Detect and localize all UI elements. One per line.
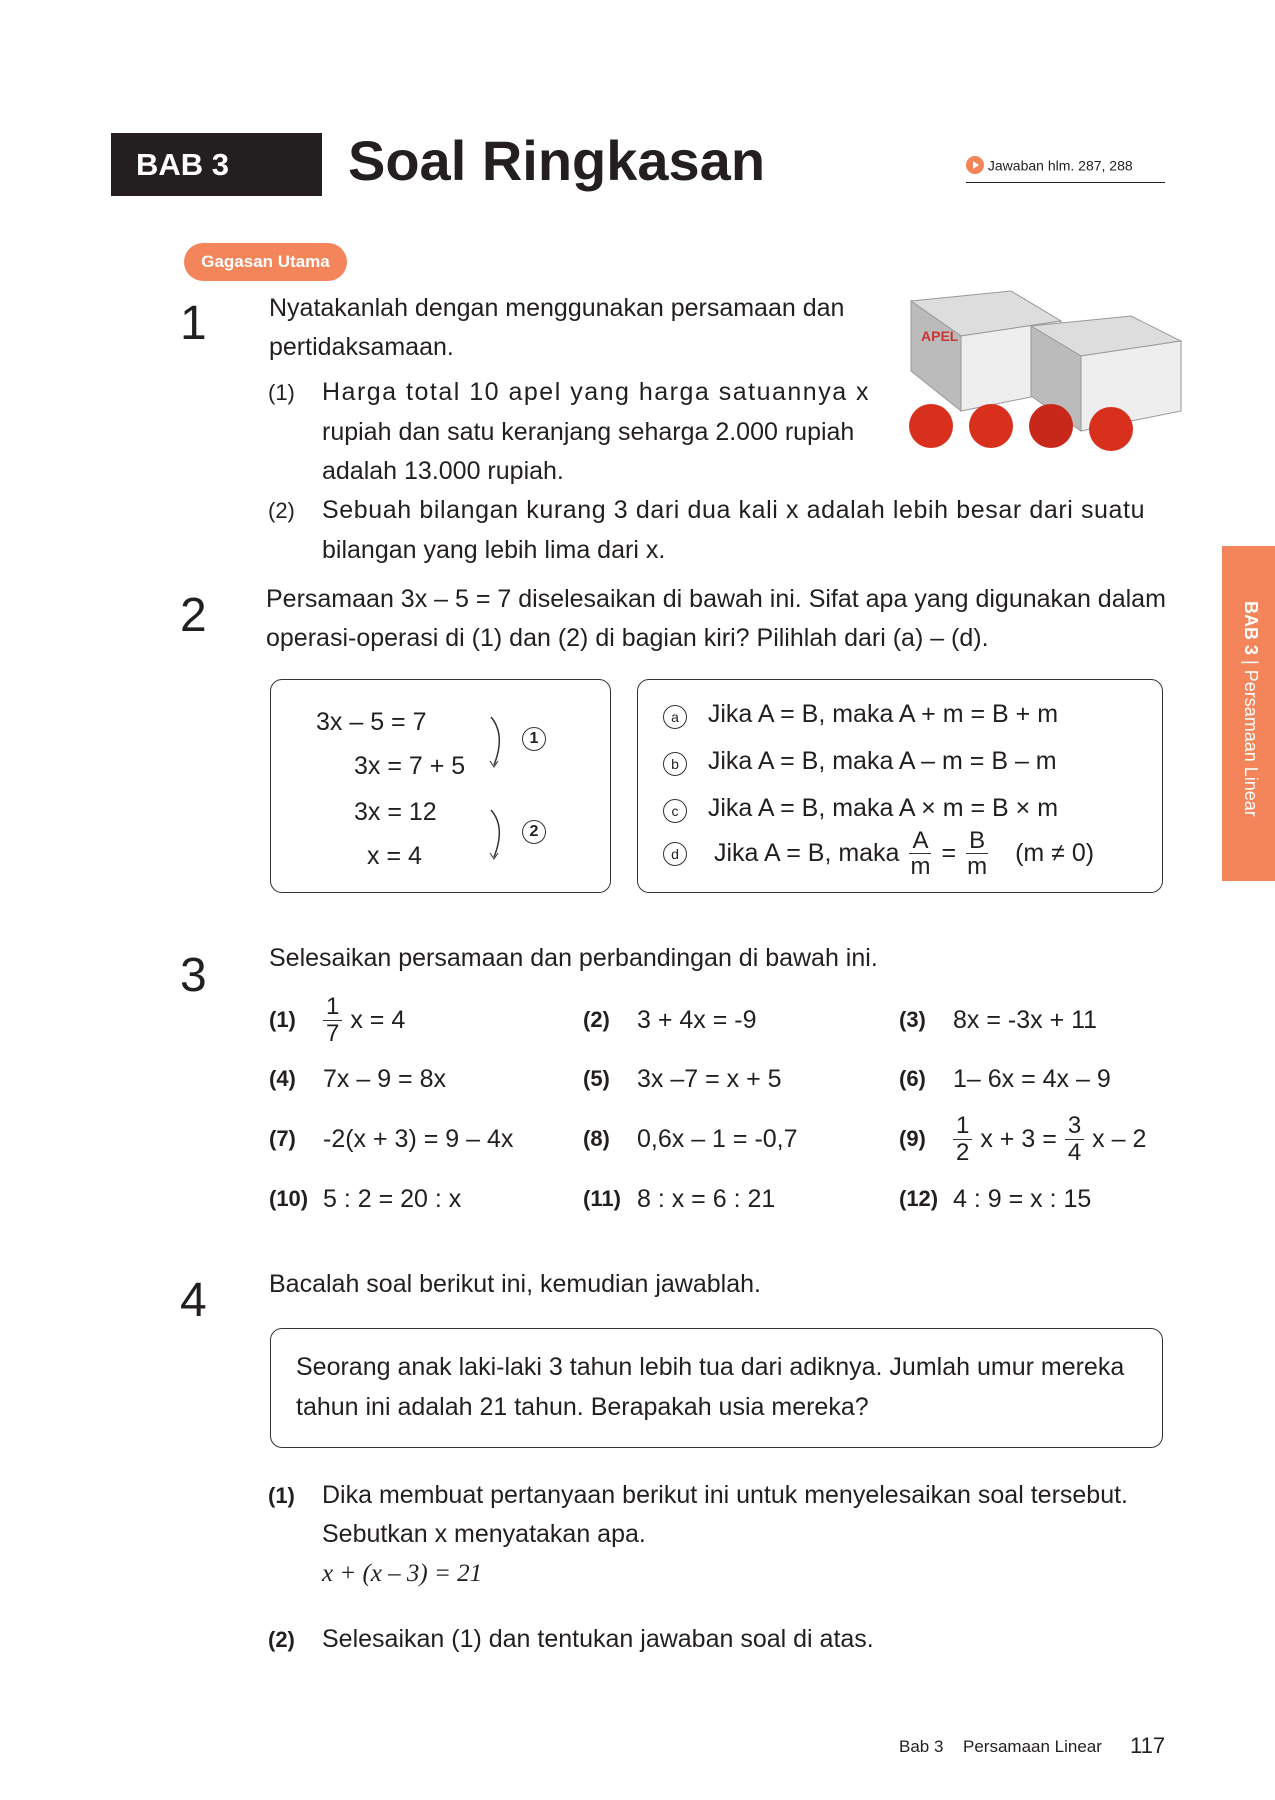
exercise-item: (2) 3 + 4x = -9 <box>583 1005 757 1034</box>
footer-chapter: Bab 3 <box>899 1737 944 1756</box>
step-arrows <box>486 715 516 875</box>
item-label: (8) <box>583 1126 610 1151</box>
option-a: a Jika A = B, maka A + m = B + m <box>663 702 1058 729</box>
item-label: (11) <box>583 1186 621 1211</box>
step: x = 4 <box>367 842 422 870</box>
item-label: (1) <box>269 1007 296 1032</box>
svg-text:APEL: APEL <box>921 328 959 344</box>
item-label: (1) <box>268 1483 295 1508</box>
main-idea-badge: Gagasan Utama <box>184 243 347 281</box>
q4-intro: Bacalah soal berikut ini, kemudian jawablah. <box>269 1270 761 1298</box>
chapter-label: BAB 3 <box>111 133 322 196</box>
item-label: (5) <box>583 1066 610 1091</box>
play-icon <box>966 156 984 174</box>
q1-item-line: Harga total 10 apel yang harga satuannya x <box>322 378 871 406</box>
item-label: (2) <box>583 1007 610 1032</box>
solution-steps-box <box>270 679 611 893</box>
item-label: (3) <box>899 1007 926 1032</box>
option-c: c Jika A = B, maka A × m = B × m <box>663 796 1058 823</box>
page-number: 117 <box>1130 1733 1166 1758</box>
question-number: 4 <box>180 1274 207 1327</box>
exercise-item: (3) 8x = -3x + 11 <box>899 1005 1098 1034</box>
step: 3x = 12 <box>354 798 437 826</box>
side-chapter-tab: BAB 3 | Persamaan Linear <box>1222 546 1275 881</box>
question-number: 3 <box>180 949 207 1002</box>
q4-equation: x + (x – 3) = 21 <box>322 1560 483 1587</box>
q1-item-line: adalah 13.000 rupiah. <box>322 457 564 485</box>
question-number: 1 <box>180 297 207 350</box>
q1-item-line: bilangan yang lebih lima dari x. <box>322 536 666 564</box>
properties-box <box>637 679 1163 893</box>
item-label: (1) <box>268 380 295 405</box>
item-label: (2) <box>268 498 295 523</box>
step-mark: 1 <box>522 727 546 751</box>
step: 3x – 5 = 7 <box>316 708 427 736</box>
item-label: (6) <box>899 1066 926 1091</box>
exercise-item: (10) 5 : 2 = 20 : x <box>269 1184 462 1213</box>
item-label: (12) <box>899 1186 939 1211</box>
q2-intro: Persamaan 3x – 5 = 7 diselesaikan di bawah ini. Sifat apa yang digunakan dalam <box>266 585 1166 613</box>
exercise-item: (12) 4 : 9 = x : 15 <box>899 1184 1092 1213</box>
answers-ref[interactable]: Jawaban hlm. 287, 288 <box>966 156 1165 183</box>
q2-intro: operasi-operasi di (1) dan (2) di bagian kiri? Pilihlah dari (a) – (d). <box>266 624 989 652</box>
option-d: d Jika A = B, maka $\frac{A}{m}$ = $\frac{B}{m}$ (m ≠ 0) <box>663 828 1094 879</box>
q3-intro: Selesaikan persamaan dan perbandingan di bawah ini. <box>269 944 878 972</box>
footer-topic: Persamaan Linear <box>963 1737 1102 1756</box>
item-label: (2) <box>268 1627 295 1652</box>
word-problem-box <box>270 1328 1163 1448</box>
exercise-item: (7) -2(x + 3) = 9 – 4x <box>269 1124 514 1153</box>
step-mark: 2 <box>522 820 546 844</box>
q1-item-line: rupiah dan satu keranjang seharga 2.000 rupiah <box>322 418 855 446</box>
item-label: (10) <box>269 1186 309 1211</box>
q4-item-line: Dika membuat pertanyaan berikut ini untuk menyelesaikan soal tersebut. <box>322 1481 1128 1509</box>
exercise-item: (6) 1– 6x = 4x – 9 <box>899 1064 1111 1093</box>
q1-item-line: Sebuah bilangan kurang 3 dari dua kali x adalah lebih besar dari suatu <box>322 496 1146 524</box>
q4-item-line: Sebutkan x menyatakan apa. <box>322 1520 646 1548</box>
exercise-item: (9) $\frac{1}{2}$ x + 3 = $\frac{3}{4}$ x – 2 <box>899 1112 1147 1166</box>
problem-line: Seorang anak laki-laki 3 tahun lebih tua dari adiknya. Jumlah umur mereka <box>296 1353 1125 1381</box>
item-label: (9) <box>899 1126 926 1151</box>
exercise-item: (1) $\frac{1}{7}$ x = 4 <box>269 993 406 1047</box>
question-number: 2 <box>180 589 207 642</box>
item-label: (7) <box>269 1126 296 1151</box>
page-title: Soal Ringkasan <box>348 129 766 192</box>
q1-intro: pertidaksamaan. <box>269 333 454 361</box>
option-b: b Jika A = B, maka A – m = B – m <box>663 749 1057 776</box>
exercise-item: (5) 3x –7 = x + 5 <box>583 1064 782 1093</box>
q1-intro: Nyatakanlah dengan menggunakan persamaan dan <box>269 294 845 322</box>
apple-boxes-illustration <box>901 281 1182 451</box>
exercise-item: (11) 8 : x = 6 : 21 <box>583 1184 776 1213</box>
q4-item-line: Selesaikan (1) dan tentukan jawaban soal di atas. <box>322 1625 874 1653</box>
item-label: (4) <box>269 1066 296 1091</box>
problem-line: tahun ini adalah 21 tahun. Berapakah usia mereka? <box>296 1393 869 1421</box>
step: 3x = 7 + 5 <box>354 752 466 780</box>
exercise-item: (4) 7x – 9 = 8x <box>269 1064 446 1093</box>
exercise-item: (8) 0,6x – 1 = -0,7 <box>583 1124 798 1153</box>
